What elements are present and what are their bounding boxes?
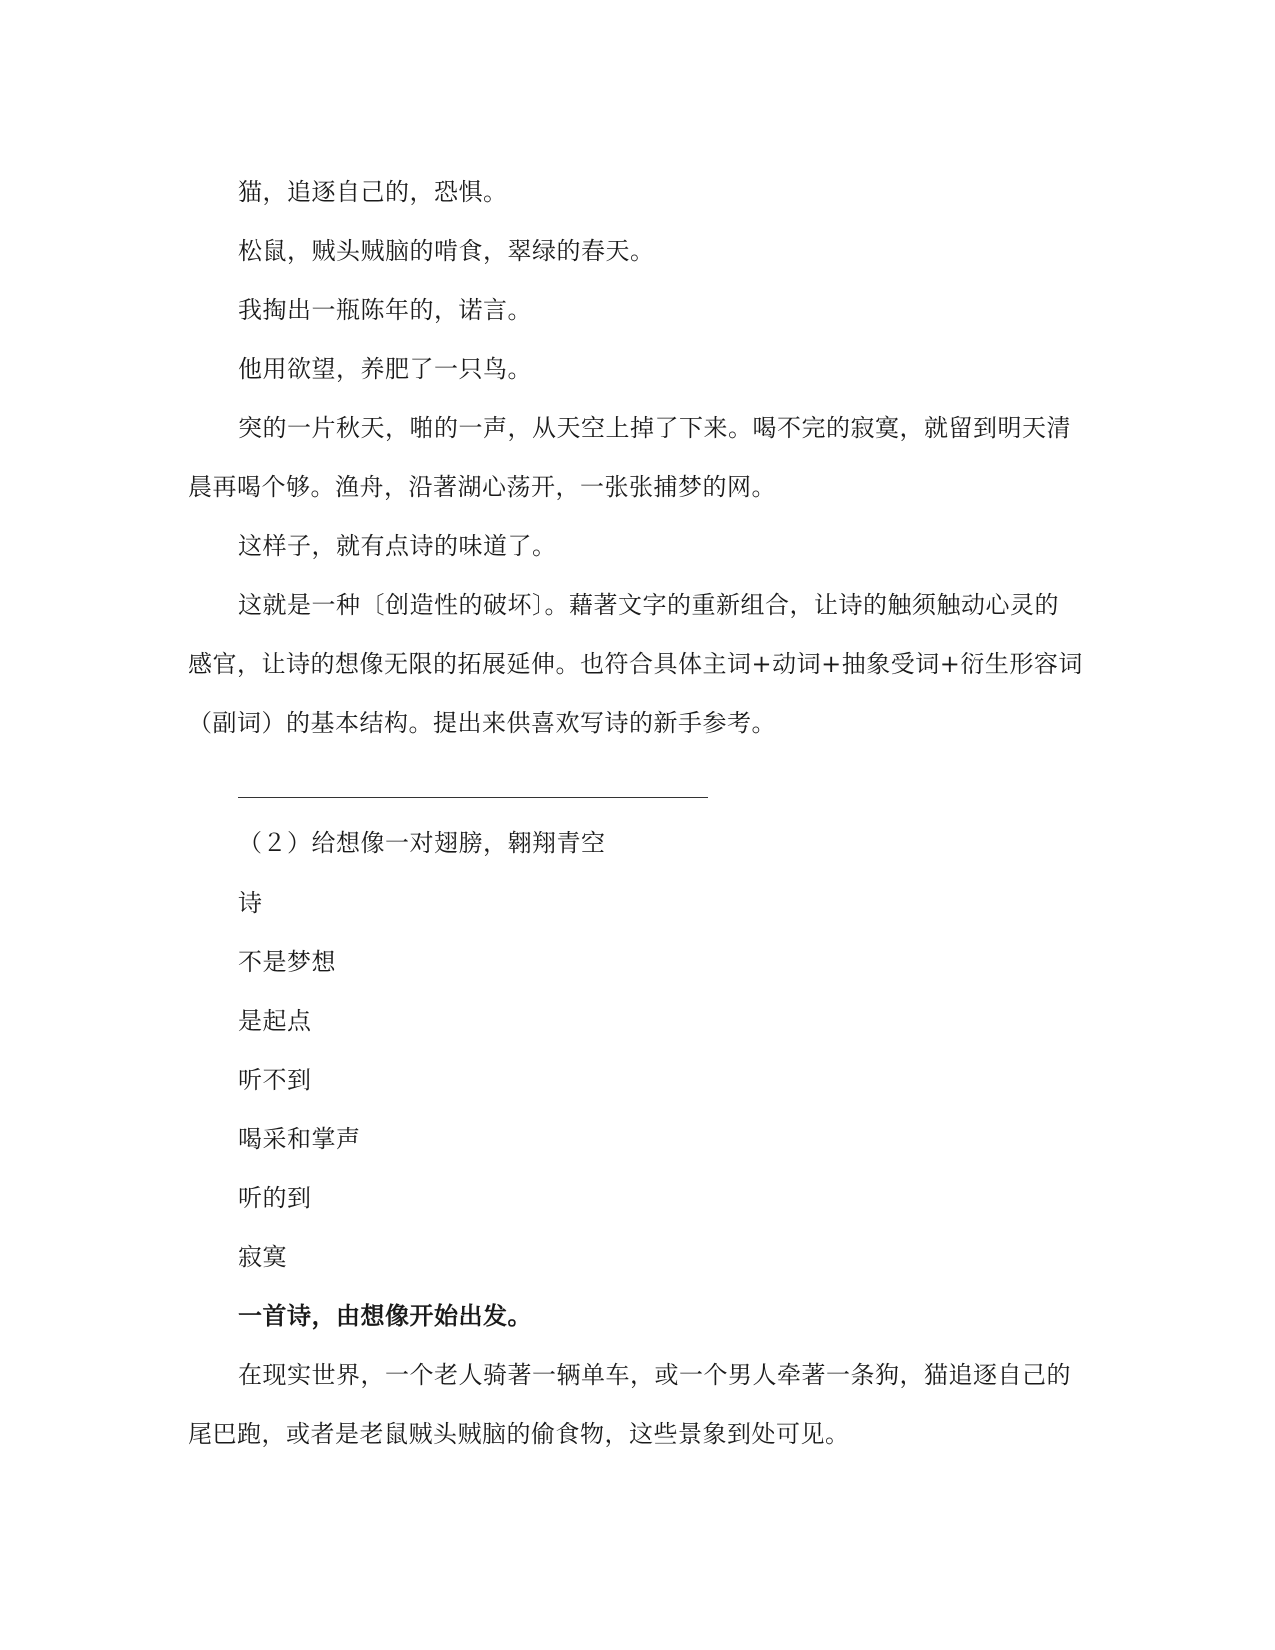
horizontal-divider	[238, 797, 708, 798]
paragraph-destruction-line3: （副词）的基本结构。提出来供喜欢写诗的新手参考。	[188, 709, 776, 737]
closing-paragraph-line2: 尾巴跑，或者是老鼠贼头贼脑的偷食物，这些景象到处可见。	[188, 1420, 850, 1448]
paragraph-autumn-line1: 突的一片秋天，啪的一声，从天空上掉了下来。喝不完的寂寞，就留到明天清	[238, 414, 1071, 442]
poem-line: 是起点	[238, 1007, 312, 1035]
poem-line: 听的到	[238, 1184, 312, 1212]
bold-heading: 一首诗，由想像开始出发。	[238, 1301, 532, 1330]
poem-line: 不是梦想	[238, 948, 336, 976]
paragraph-promise: 我掏出一瓶陈年的，诺言。	[238, 296, 532, 324]
paragraph-cat: 猫，追逐自己的，恐惧。	[238, 178, 508, 206]
poem-line: 听不到	[238, 1066, 312, 1094]
section-heading: （２）给想像一对翅膀，翱翔青空	[238, 829, 606, 857]
closing-paragraph-line1: 在现实世界，一个老人骑著一辆单车，或一个男人牵著一条狗，猫追逐自己的	[238, 1361, 1071, 1389]
paragraph-destruction-line1: 这就是一种〔创造性的破坏〕。藉著文字的重新组合，让诗的触须触动心灵的	[238, 591, 1059, 619]
paragraph-taste: 这样子，就有点诗的味道了。	[238, 532, 557, 560]
poem-line: 寂寞	[238, 1243, 287, 1271]
paragraph-autumn-line2: 晨再喝个够。渔舟，沿著湖心荡开，一张张捕梦的网。	[188, 473, 776, 501]
paragraph-destruction-line2: 感官，让诗的想像无限的拓展延伸。也符合具体主词+动词+抽象受词+衍生形容词	[188, 650, 1083, 678]
poem-line: 喝采和掌声	[238, 1125, 361, 1153]
poem-line: 诗	[238, 889, 263, 917]
paragraph-squirrel: 松鼠，贼头贼脑的啃食，翠绿的春天。	[238, 237, 655, 265]
paragraph-bird: 他用欲望，养肥了一只鸟。	[238, 355, 532, 383]
